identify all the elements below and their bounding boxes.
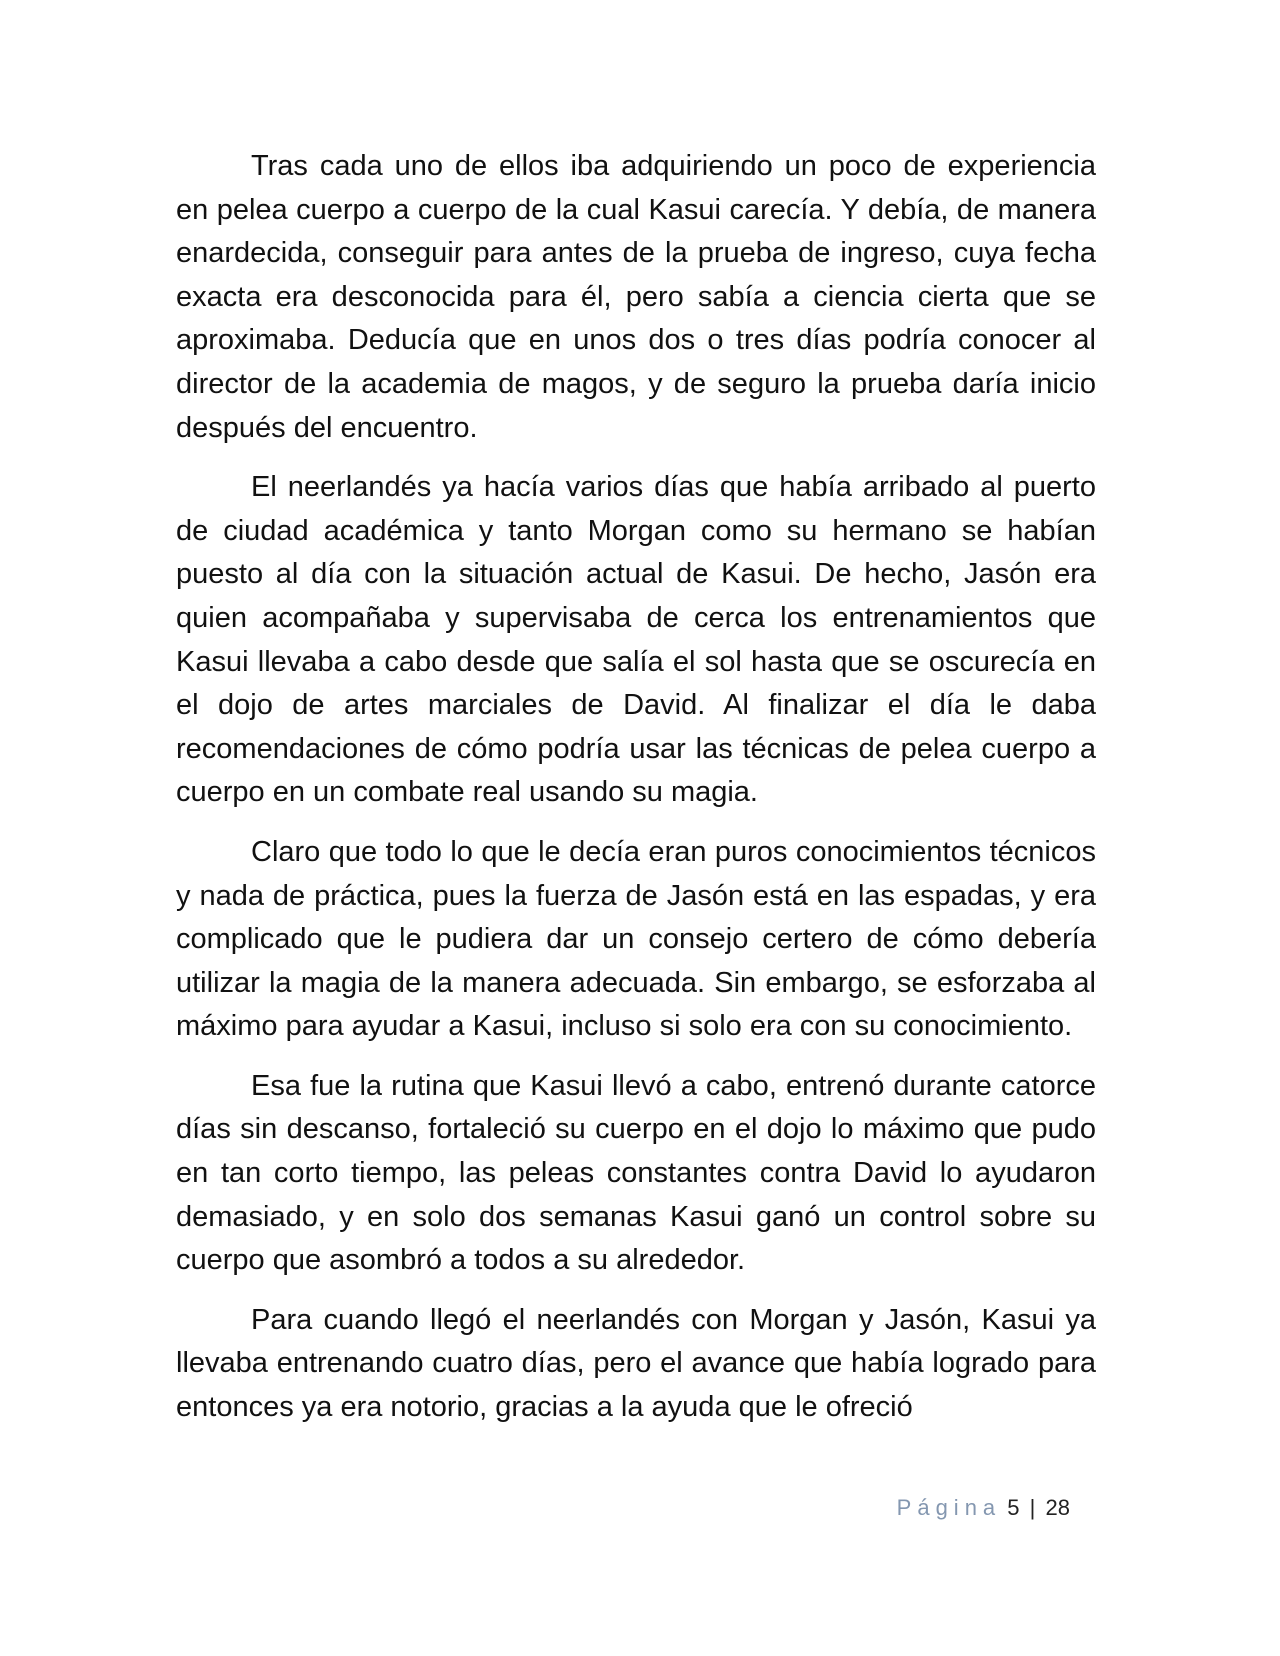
paragraph-5: Para cuando llegó el neerlandés con Morgan y Jasón, Kasui ya llevaba entrenando cuatro días, pero el avance que había logrado para entonces ya era notorio, gracias a la ayuda que le ofreció bbox=[176, 1303, 1096, 1424]
current-page-number: 5 bbox=[1007, 1495, 1020, 1520]
paragraph-2: El neerlandés ya hacía varios días que había arribado al puerto de ciudad académica y tanto Morgan como su hermano se habían puesto al día con la situación actual de Kasui. De hecho, Jasón era quien acompañaba y supervisaba de cerca los entrenamientos que Kasui llevaba a cabo desde que salía el sol hasta que se oscurecía en el dojo de artes marciales de David. Al finalizar el día le daba recomendaciones de cómo podría usar las técnicas de pelea cuerpo a cuerpo en un combate real usando su magia. bbox=[176, 471, 1096, 809]
page-separator: | bbox=[1029, 1495, 1036, 1520]
page-number bbox=[897, 1495, 1070, 1521]
page-label: Página bbox=[896, 1495, 1002, 1520]
paragraph-4: Esa fue la rutina que Kasui llevó a cabo, entrenó durante catorce días sin descanso, fortaleció su cuerpo en el dojo lo máximo que pudo en tan corto tiempo, las peleas constantes contra David lo ayudaron demasiado, y en solo dos semanas Kasui ganó un control sobre su cuerpo que asombró a todos a su alrededor. bbox=[176, 1069, 1096, 1277]
total-pages: 28 bbox=[1045, 1495, 1070, 1520]
paragraph-3: Claro que todo lo que le decía eran puros conocimientos técnicos y nada de práctica, pues la fuerza de Jasón está en las espadas, y era complicado que le pudiera dar un consejo certero de cómo debería utilizar la magia de la manera adecuada. Sin embargo, se esforzaba al máximo para ayudar a Kasui, incluso si solo era con su conocimiento. bbox=[176, 835, 1096, 1043]
body-text bbox=[176, 145, 1096, 1446]
paragraph-1: Tras cada uno de ellos iba adquiriendo un poco de experiencia en pelea cuerpo a cuerpo de la cual Kasui carecía. Y debía, de manera enardecida, conseguir para antes de la prueba de ingreso, cuya fecha exacta era desconocida para él, pero sabía a ciencia cierta que se aproximaba. Deducía que en unos dos o tres días podría conocer al director de la academia de magos, y de seguro la prueba daría inicio después del encuentro. bbox=[176, 150, 1096, 444]
